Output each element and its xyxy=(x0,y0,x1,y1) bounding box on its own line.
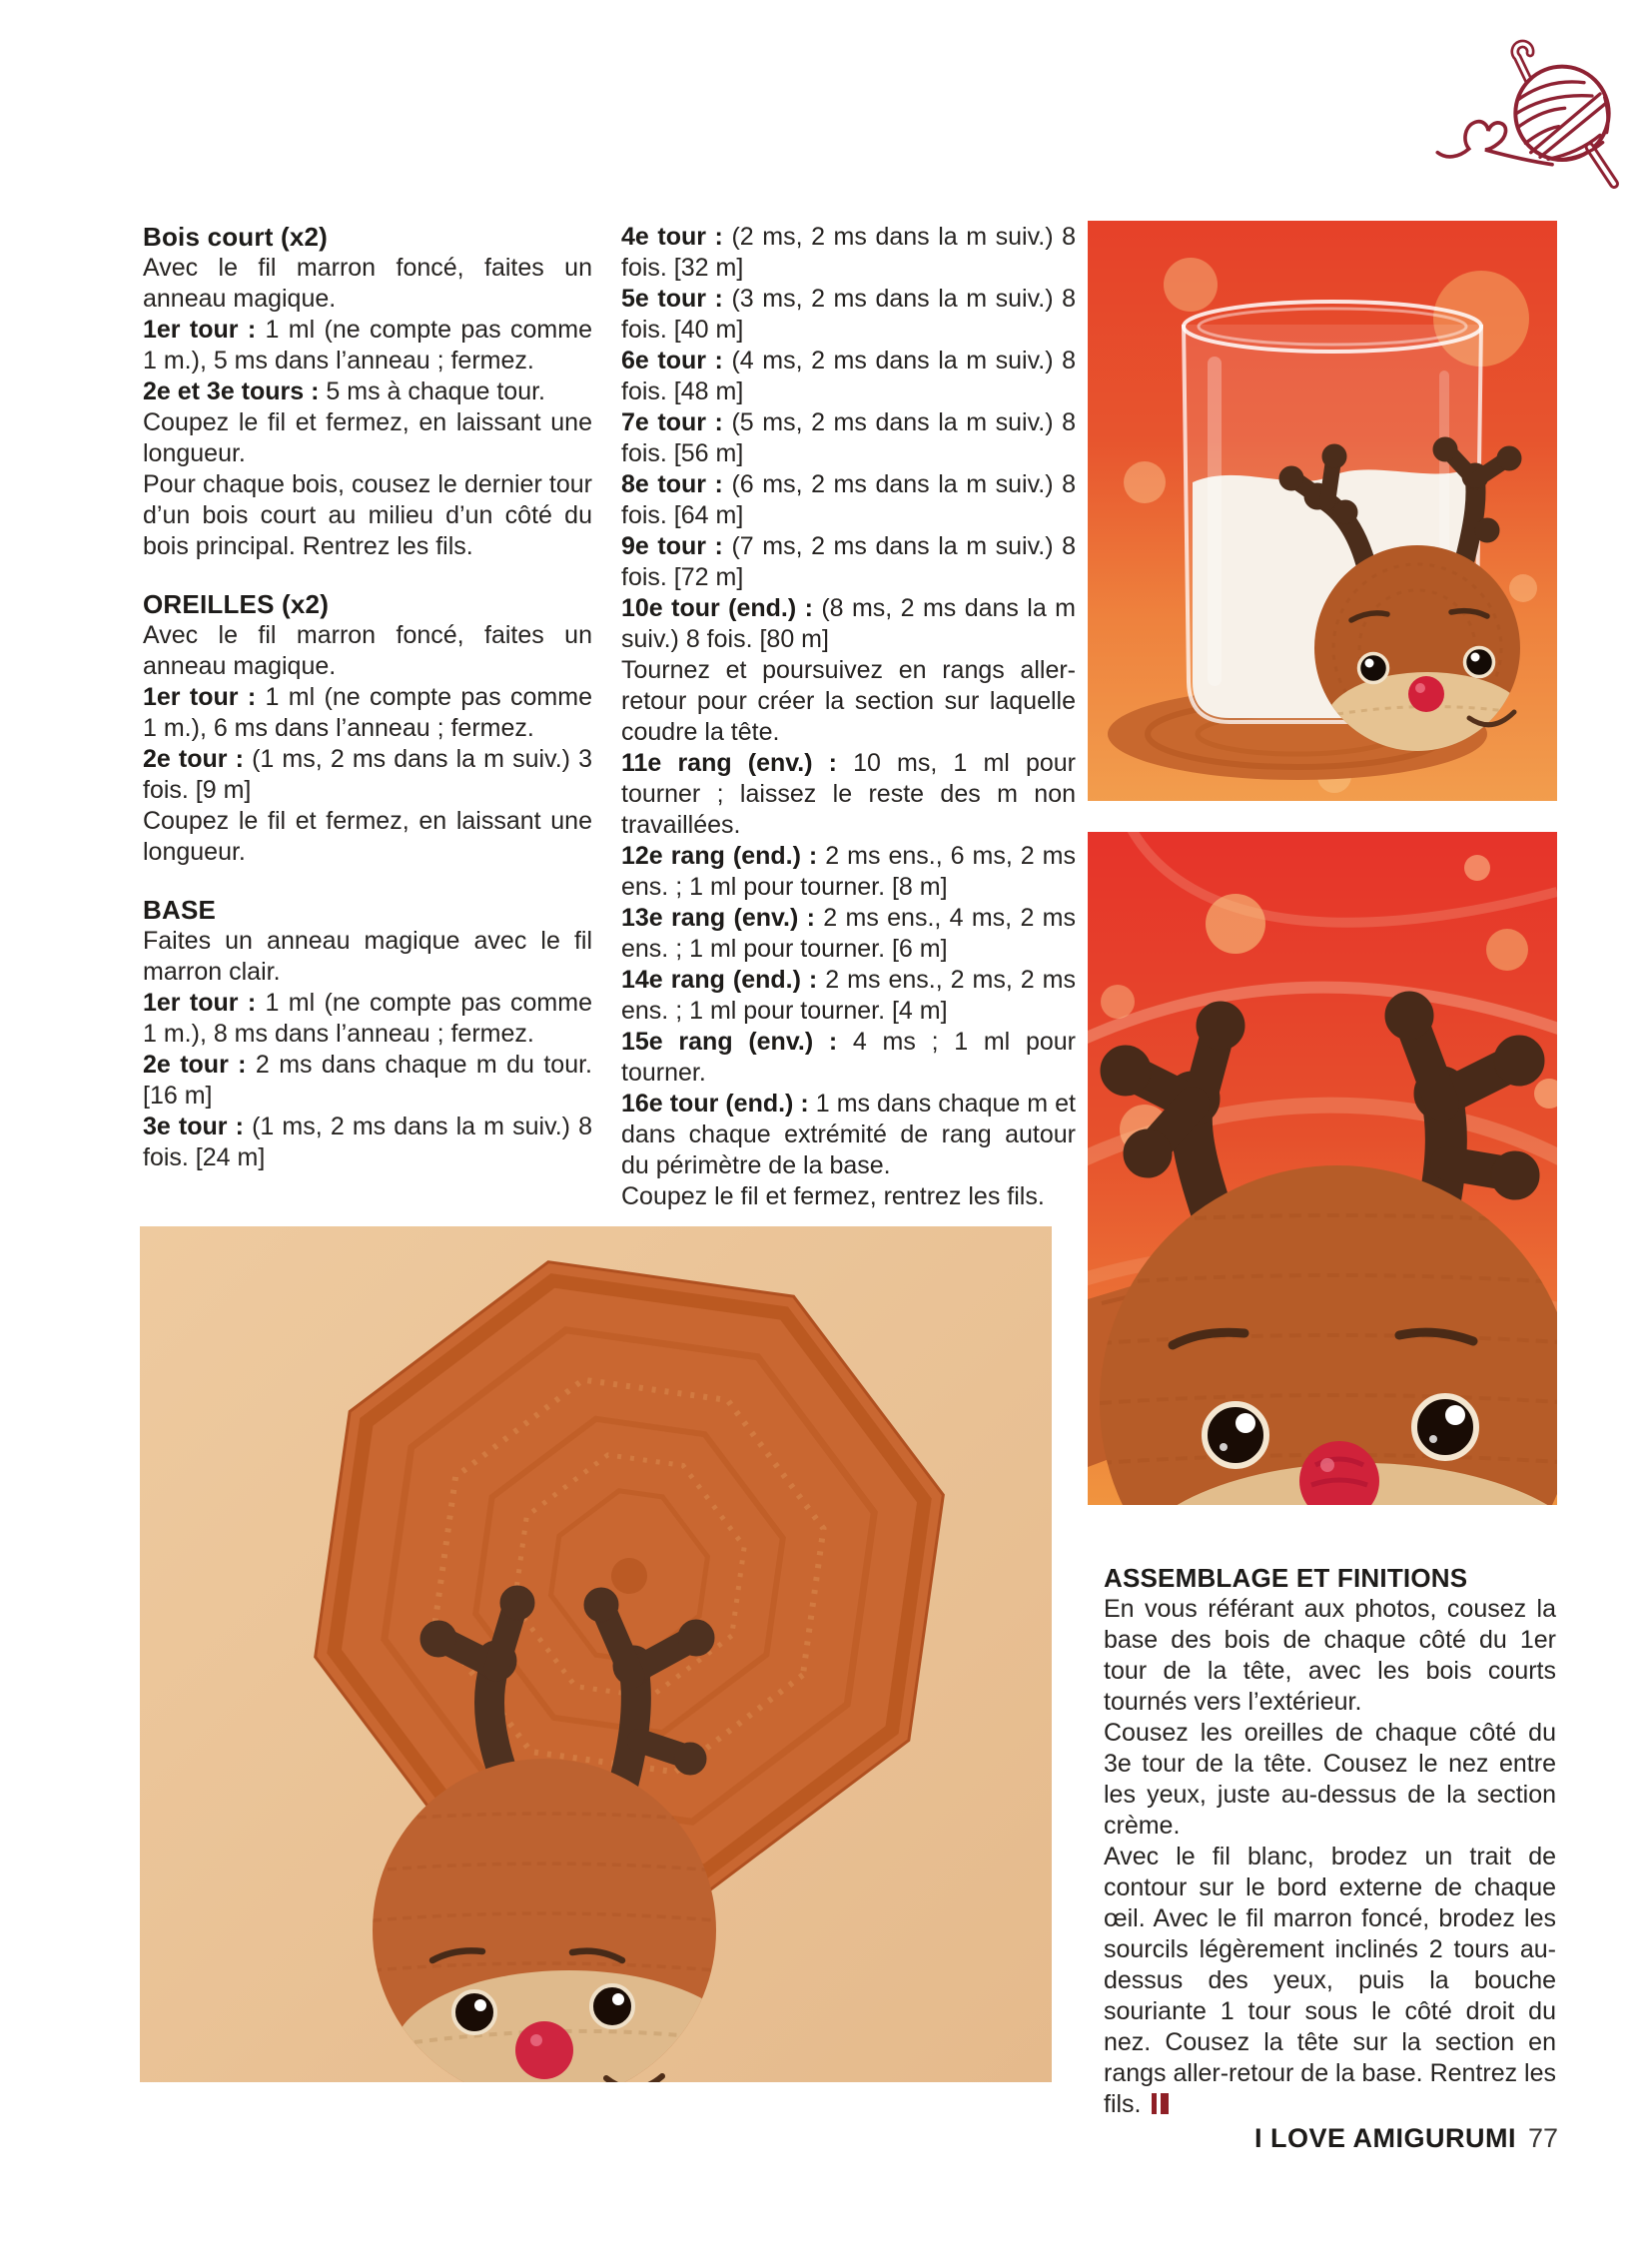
photo-milk-glass-reindeer-coaster xyxy=(1088,221,1557,801)
step-label: 7e tour : xyxy=(621,408,723,436)
pattern-section xyxy=(143,222,592,562)
pattern-paragraph: 2e tour : 2 ms dans chaque m du tour. [16 m] xyxy=(143,1051,592,1110)
section-heading: Bois court (x2) xyxy=(143,222,329,252)
pattern-section xyxy=(621,222,1076,1212)
pattern-paragraph: Coupez le fil et fermez, en laissant une longueur. xyxy=(143,807,592,866)
pattern-paragraph: 5e tour : (3 ms, 2 ms dans la m suiv.) 8 fois. [40 m] xyxy=(621,285,1076,344)
pattern-paragraph: 1er tour : 1 ml (ne compte pas comme 1 m.), 8 ms dans l’anneau ; fermez. xyxy=(143,989,592,1048)
step-label: 16e tour (end.) : xyxy=(621,1090,809,1118)
magazine-name: I LOVE AMIGURUMI xyxy=(1253,2123,1516,2153)
step-label: 2e et 3e tours : xyxy=(143,377,320,405)
page-number: 77 xyxy=(1527,2123,1558,2153)
pattern-section xyxy=(143,895,592,1173)
pattern-section xyxy=(1104,1563,1556,2120)
yarn-crochet-heart-icon xyxy=(1408,10,1652,210)
pattern-paragraph: Avec le fil marron foncé, faites un anneau magique. xyxy=(143,254,592,313)
step-label: 10e tour (end.) : xyxy=(621,594,813,622)
step-label: 2e tour : xyxy=(143,745,244,773)
pattern-paragraph: Cousez les oreilles de chaque côté du 3e tour de la tête. Cousez le nez entre les yeux, juste au-dessus de la section crème. xyxy=(1104,1719,1556,1840)
pattern-paragraph: Faites un anneau magique avec le fil marron clair. xyxy=(143,927,592,986)
pattern-paragraph: 2e tour : (1 ms, 2 ms dans la m suiv.) 3 fois. [9 m] xyxy=(143,745,593,804)
step-label: 12e rang (end.) : xyxy=(621,842,818,870)
pattern-paragraph: 15e rang (env.) : 4 ms ; 1 ml pour tourner. xyxy=(621,1028,1076,1087)
step-label: 5e tour : xyxy=(621,285,723,313)
pattern-paragraph: 1er tour : 1 ml (ne compte pas comme 1 m.), 5 ms dans l’anneau ; fermez. xyxy=(143,316,592,374)
pattern-paragraph: 9e tour : (7 ms, 2 ms dans la m suiv.) 8 fois. [72 m] xyxy=(621,532,1076,591)
pattern-paragraph: Coupez le fil et fermez, en laissant une longueur. xyxy=(143,408,592,467)
pattern-paragraph: 14e rang (end.) : 2 ms ens., 2 ms, 2 ms ens. ; 1 ml pour tourner. [4 m] xyxy=(621,966,1077,1025)
section-heading: ASSEMBLAGE ET FINITIONS xyxy=(1104,1563,1468,1593)
step-label: 6e tour : xyxy=(621,347,723,374)
step-label: 2e tour : xyxy=(143,1051,247,1079)
step-label: 14e rang (end.) : xyxy=(621,966,818,994)
pattern-paragraph: 6e tour : (4 ms, 2 ms dans la m suiv.) 8 fois. [48 m] xyxy=(621,347,1076,405)
pattern-paragraph: 3e tour : (1 ms, 2 ms dans la m suiv.) 8 fois. [24 m] xyxy=(143,1113,593,1171)
step-label: 11e rang (env.) : xyxy=(621,749,837,777)
pattern-paragraph: 11e rang (env.) : 10 ms, 1 ml pour tourner ; laissez le reste des m non travaillées. xyxy=(621,749,1076,839)
step-label: 8e tour : xyxy=(621,470,723,498)
pattern-paragraph: Tournez et poursuivez en rangs aller-retour pour créer la section sur laquelle coudre la tête. xyxy=(621,656,1076,746)
photo-reindeer-coaster-flat-lay xyxy=(140,1226,1052,2082)
step-label: 1er tour : xyxy=(143,316,257,344)
pattern-paragraph: Coupez le fil et fermez, rentrez les fils. xyxy=(621,1182,1045,1210)
step-label: 1er tour : xyxy=(143,989,257,1017)
pattern-section xyxy=(143,589,592,868)
pattern-paragraph: 13e rang (env.) : 2 ms ens., 4 ms, 2 ms ens. ; 1 ml pour tourner. [6 m] xyxy=(621,904,1076,963)
step-label: 15e rang (env.) : xyxy=(621,1028,838,1056)
pattern-paragraph: Avec le fil marron foncé, faites un anneau magique. xyxy=(143,621,592,680)
pattern-paragraph: 4e tour : (2 ms, 2 ms dans la m suiv.) 8 fois. [32 m] xyxy=(621,223,1076,282)
pattern-paragraph: Avec le fil blanc, brodez un trait de contour sur le bord externe de chaque œil. Avec le fil marron foncé, brodez les sourcils légèrement inclinés 2 tours au-dessus des yeux, puis la bouche souriante 1 tour sous le côté droit du nez. Cousez la tête sur la section en rangs aller-retour de la base. Rentrez les fils. xyxy=(1104,1843,1557,2118)
pattern-paragraph: Pour chaque bois, cousez le dernier tour d’un bois court au milieu d’un côté du bois principal. Rentrez les fils. xyxy=(143,470,592,560)
pattern-paragraph: 10e tour (end.) : (8 ms, 2 ms dans la m suiv.) 8 fois. [80 m] xyxy=(621,594,1077,653)
pattern-paragraph: 1er tour : 1 ml (ne compte pas comme 1 m.), 6 ms dans l’anneau ; fermez. xyxy=(143,683,592,742)
step-label: 3e tour : xyxy=(143,1113,244,1140)
pattern-paragraph: 2e et 3e tours : 5 ms à chaque tour. xyxy=(143,377,545,405)
article-end-marker xyxy=(1152,2093,1169,2114)
step-label: 4e tour : xyxy=(621,223,723,251)
pattern-paragraph: 16e tour (end.) : 1 ms dans chaque m et dans chaque extrémité de rang autour du périmètre de la base. xyxy=(621,1090,1076,1179)
photo-reindeer-head-closeup xyxy=(1088,832,1557,1505)
step-label: 13e rang (env.) : xyxy=(621,904,815,932)
page-footer xyxy=(1254,2123,1558,2154)
step-label: 9e tour : xyxy=(621,532,723,560)
pattern-paragraph: 7e tour : (5 ms, 2 ms dans la m suiv.) 8 fois. [56 m] xyxy=(621,408,1076,467)
step-label: 1er tour : xyxy=(143,683,257,711)
pattern-paragraph: 8e tour : (6 ms, 2 ms dans la m suiv.) 8 fois. [64 m] xyxy=(621,470,1076,529)
pattern-paragraph: En vous référant aux photos, cousez la base des bois de chaque côté du 1er tour de la tête, avec les bois courts tournés vers l’extérieur. xyxy=(1104,1595,1556,1716)
section-heading: OREILLES (x2) xyxy=(143,589,330,619)
pattern-paragraph: 12e rang (end.) : 2 ms ens., 6 ms, 2 ms ens. ; 1 ml pour tourner. [8 m] xyxy=(621,842,1077,901)
section-heading: BASE xyxy=(143,895,217,925)
